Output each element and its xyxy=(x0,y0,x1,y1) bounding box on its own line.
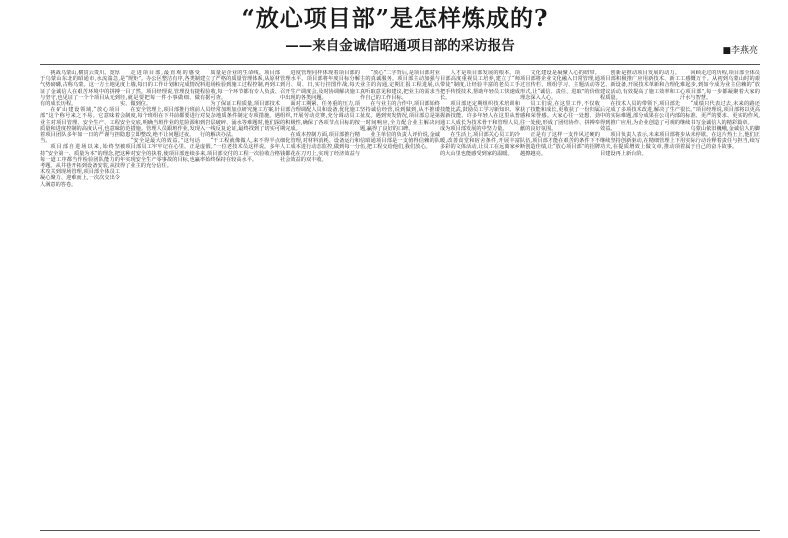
article-column-3 xyxy=(200,70,280,526)
byline: ■李燕亮 xyxy=(722,46,758,56)
paragraph: 业主单位的负责人评价说,金诚信昭通项目部是一支值得信赖的队伍,把工程交给他们,我们放心。 xyxy=(360,132,440,151)
paragraph: 员工们说,在这里工作,不仅收获了技能和成长,更收获了一份归属感和荣誉感。大家心往一处想、劲往一处使,形成了团结协作、拼搏奉献的良好氛围。 xyxy=(520,101,600,132)
paragraph: 面对工期紧、任务重的压力,项目部合理调配人员和设备,优化施工组织,开展劳动竞赛,充分调动员工的积极性,确保了各项节点目标的按期完成。 xyxy=(280,101,360,132)
article-column-2 xyxy=(120,70,200,526)
article-column-1 xyxy=(40,70,120,526)
paragraph: 挑战乌蒙山,横贯云贵川。宽厚于乌蒙山东北的昭通市,水流湍急,气势磅礴,古称乌蒙。这一方土地见证了金诚信人在艰苦环境中的拼搏与坚守,也见证了一个个项目从无到有的成长历程。 xyxy=(40,70,120,108)
paragraph: 进度管理同样体现着项目部的管理水平。项目部将年度目标分解到月、周、日,实行挂图作战,每天召开生产调度会,及时协调解决施工中出现的各类问题。 xyxy=(280,70,360,101)
paragraph: 项目部自进场以来,始终坚持“安全第一、质量为本”的理念,把每一道工序都当作检验团队能力的考题。从井巷开拓到设备安装,从技术攻关到现场管理,项目部全体员工凝心聚力、迎难而上,一次次交出令人满意的答卷。 xyxy=(40,144,120,188)
header-rule xyxy=(40,64,760,65)
paragraph: 在技术人员的带领下,项目部先后完成了多项技术改进,解决了生产中的实际难题,部分成果在公司内部得到推广应用,为企业创造了可观的效益。 xyxy=(600,101,680,132)
article-column-9 xyxy=(680,70,760,526)
paragraph: 在与业主的合作中,项目部始终坚持诚信经营,说到做到,从不推诿扯皮。遇到突发情况,项目部总是第一时间响应,全力配合业主解决问题,赢得了良好的口碑。 xyxy=(360,101,440,132)
article-column-8 xyxy=(600,70,680,526)
paragraph: 为了保证工程质量,项目部技术人员经常加班加点研究施工方案,针对复杂地质条件制定专项措施。遇到岩层破碎、涌水等难题时,他们深入一线反复论证,最终找到了切实可行的解决办法。 xyxy=(200,101,280,139)
paragraph: 项目部还定期组织技术培训和技能比武,鼓励员工学习新知识、掌握新技能。许多年轻人在这里从普通工人成长为技术骨干和管理人员,成为项目部发展的中坚力量。 xyxy=(440,101,520,132)
paragraph: 项目负责人表示,未来项目部将继续坚持创新驱动,在精细管理上下功夫,在提质增效上做文章,推动项目建设再上新台阶。 xyxy=(600,132,680,157)
article-column-4 xyxy=(280,70,360,526)
paragraph: “成绩只代表过去,未来的路还很长。”项目经理说,项目部将以更高的标准、更严的要求、更实的作风,继续书写金诚信人的精彩篇章。 xyxy=(680,101,760,126)
paragraph: 回顾走过的历程,项目部全体员工感慨万千。从初到乌蒙山时的艰难起步,到如今成为业主信赖的“放心项目部”,每一步都凝聚着大家的汗水与智慧。 xyxy=(680,70,760,101)
paragraph: 文化建设是凝聚人心的纽带。项目部将企业文化融入日常管理,通过宣传栏、班组学习、主题活动等形式,让“诚信、责任、进取”的价值理念深入人心。 xyxy=(520,70,600,101)
subheadline: ——来自金诚信昭通项目部的采访报告 xyxy=(285,38,515,54)
paragraph: “安全是最大的效益。”这句话被项目部员工牢牢记在心里。正是这种对安全的执着,使项目部连续多年实现安全生产零事故的目标,也赢得了业主的充分信任。 xyxy=(120,138,200,170)
paragraph: 走进项目部,最直观的感受是“规矩”。办公区整洁有序,各类制度上墙,每日的工作计划和完成情况一目了然。项目经理说,管理没有捷径,就是要把每一件小事做细、做实、做到位。 xyxy=(120,70,200,108)
article-column-6 xyxy=(440,70,520,526)
article-column-7 xyxy=(520,70,600,526)
paragraph: 正是有了这样一支作风过硬的队伍,项目部才能在艰苦的条件下不断创造佳绩,让“放心项目部”的招牌越擦越亮。 xyxy=(520,132,600,157)
footer-rule xyxy=(40,530,760,531)
paragraph: “干工程就像做人,来不得半点虚假。”一位老技术员这样说。多年来,项目部交付的工程一次验收合格率始终保持在较高水平。 xyxy=(200,138,280,163)
paragraph: “放心”二字背后,是项目部对业主的真诚服务。项目部主动加强与业主的沟通,定期汇报工程进展,认真听取意见和建议,把业主的需求当作自己的工作目标。 xyxy=(360,70,440,101)
paragraph: 在安全管理上,项目部推行班前会制度,每个班组在下井前都要进行安全交底,明确当班作业的危险源和防范措施。管理人员跟班作业,发现隐患立即整改,绝不让问题过夜。 xyxy=(120,107,200,139)
headline: “放心项目部”是怎样炼成的? xyxy=(241,5,549,32)
paragraph: 创新是推动项目发展的动力。项目部积极推广应用新技术、新工艺、新设备,开展技术革新和合理化建议活动,有效提高了施工效率和工程质量。 xyxy=(600,70,680,101)
paragraph: 人才是项目部发展的根本。项目部高度重视员工培养,建立了“师带徒”制度,让经验丰富的老员工手把手传授技术,帮助年轻员工快速成长。 xyxy=(440,70,520,101)
paragraph: 在生活上,项目部关心员工的冷暖,改善食堂和宿舍条件,开展丰富多彩的文体活动,让员工在远离家乡的大山里也能感受到家的温暖。 xyxy=(440,132,520,157)
paragraph: 乌蒙山依旧巍峨,金诚信人的脚步从未停歇。在这片热土上,他们正用实际行动诠释着责任与担当,续写着属于自己的奋斗故事。 xyxy=(680,125,760,151)
paragraph: 质量是企业的生命线。项目部建立了严格的质量管理体系,从原材料进场检验到施工过程控制,再到工程验收,每一个环节都有专人负责、有据可查。 xyxy=(200,70,280,101)
paragraph: 在成本控制方面,项目部推行精细化管理,对材料消耗、设备运行和人工成本进行动态监控,做到每一分钱都花在刀刃上,实现了经济效益与社会效益的双丰收。 xyxy=(280,132,360,163)
paragraph: 在矿山建设领域,“放心项目部”这个称号来之不易。它意味着业主对项目管理、安全生产、工程质量和进度控制的高度认可,也意味着项目团队多年如一日的严谨与担当。 xyxy=(40,107,120,145)
article-column-5 xyxy=(360,70,440,526)
